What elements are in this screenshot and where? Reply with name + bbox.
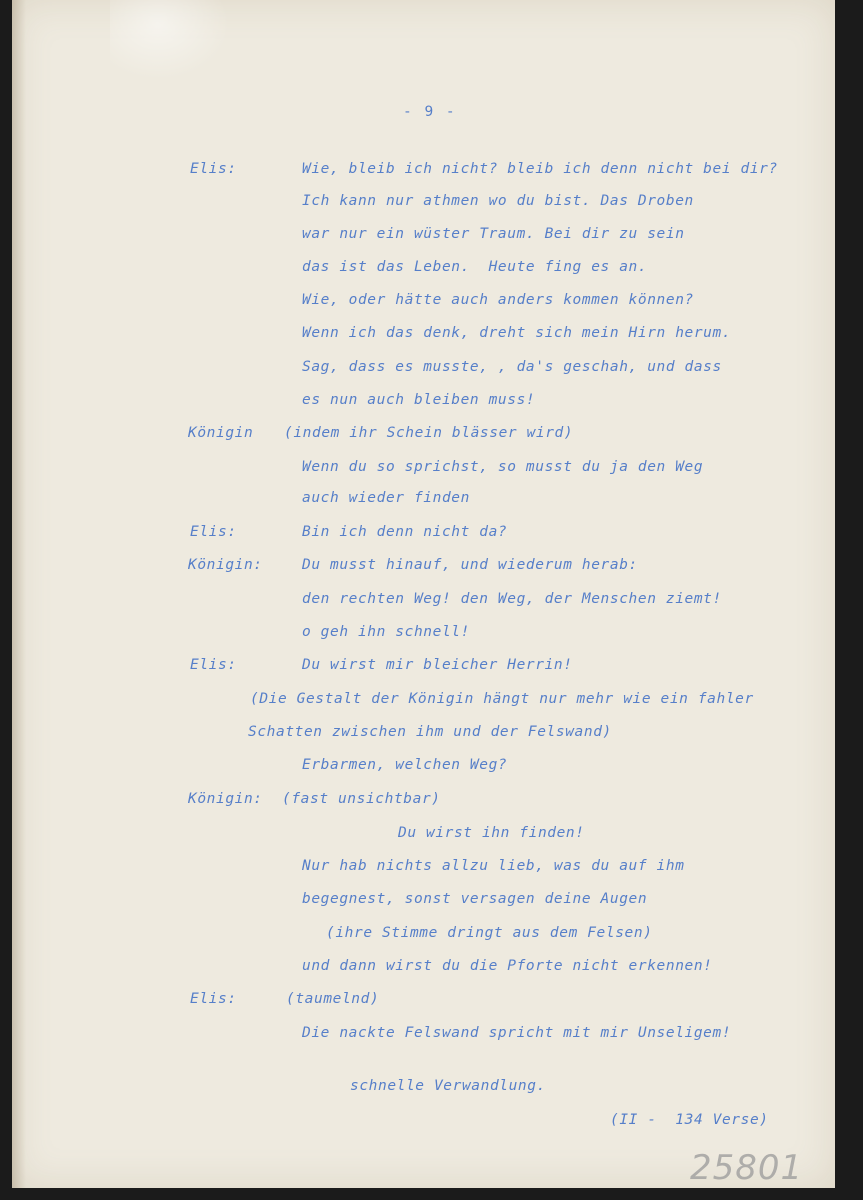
dialogue-line: Sag, dass es musste, , da's geschah, und dass — [302, 359, 722, 375]
verse-count-note: (II - 134 Verse) — [610, 1112, 769, 1128]
speaker-label: Königin: — [188, 557, 263, 573]
dialogue-line: Nur hab nichts allzu lieb, was du auf ihm — [302, 858, 685, 874]
dialogue-line: Wie, oder hätte auch anders kommen können? — [302, 292, 694, 308]
speaker-label: Königin: — [188, 791, 263, 807]
dialogue-line: Du musst hinauf, und wiederum herab: — [302, 557, 638, 573]
dialogue-line: Ich kann nur athmen wo du bist. Das Droben — [302, 193, 694, 209]
dialogue-line: war nur ein wüster Traum. Bei dir zu sein — [302, 226, 685, 242]
stage-direction: Schatten zwischen ihm und der Felswand) — [248, 724, 612, 740]
stage-direction: (ihre Stimme dringt aus dem Felsen) — [326, 925, 653, 941]
dialogue-line: Wie, bleib ich nicht? bleib ich denn nicht bei dir? — [302, 161, 778, 177]
speaker-label: Elis: — [190, 524, 237, 540]
speaker-label: Elis: — [190, 657, 237, 673]
dialogue-line: Bin ich denn nicht da? — [302, 524, 508, 540]
dialogue-line: Du wirst mir bleicher Herrin! — [302, 657, 573, 673]
archive-number: 25801 — [690, 1148, 804, 1188]
dialogue-line: und dann wirst du die Pforte nicht erkennen! — [302, 958, 713, 974]
dialogue-line: Die nackte Felswand spricht mit mir Unseligem! — [302, 1025, 732, 1041]
stage-direction: (indem ihr Schein blässer wird) — [284, 425, 574, 441]
dialogue-line: den rechten Weg! den Weg, der Menschen ziemt! — [302, 591, 722, 607]
dialogue-line: Du wirst ihn finden! — [398, 825, 585, 841]
dialogue-line: Wenn ich das denk, dreht sich mein Hirn herum. — [302, 325, 732, 341]
dialogue-line: Wenn du so sprichst, so musst du ja den Weg — [302, 459, 704, 475]
speaker-label: Elis: — [190, 161, 237, 177]
paper-wear — [110, 0, 230, 80]
stage-direction: (Die Gestalt der Königin hängt nur mehr wie ein fahler — [250, 691, 754, 707]
speaker-label: Königin — [188, 425, 254, 441]
dialogue-line: es nun auch bleiben muss! — [302, 392, 536, 408]
paper-edge — [12, 0, 26, 1188]
scene-change-note: schnelle Verwandlung. — [350, 1078, 546, 1094]
stage-direction: (taumelnd) — [286, 991, 380, 1007]
stage-direction: (fast unsichtbar) — [282, 791, 441, 807]
dialogue-line: Erbarmen, welchen Weg? — [302, 757, 508, 773]
dialogue-line: begegnest, sonst versagen deine Augen — [302, 891, 648, 907]
speaker-label: Elis: — [190, 991, 237, 1007]
dialogue-line: das ist das Leben. Heute fing es an. — [302, 259, 648, 275]
dialogue-line: auch wieder finden — [302, 490, 470, 506]
page-number: - 9 - — [403, 104, 457, 120]
dialogue-line: o geh ihn schnell! — [302, 624, 470, 640]
